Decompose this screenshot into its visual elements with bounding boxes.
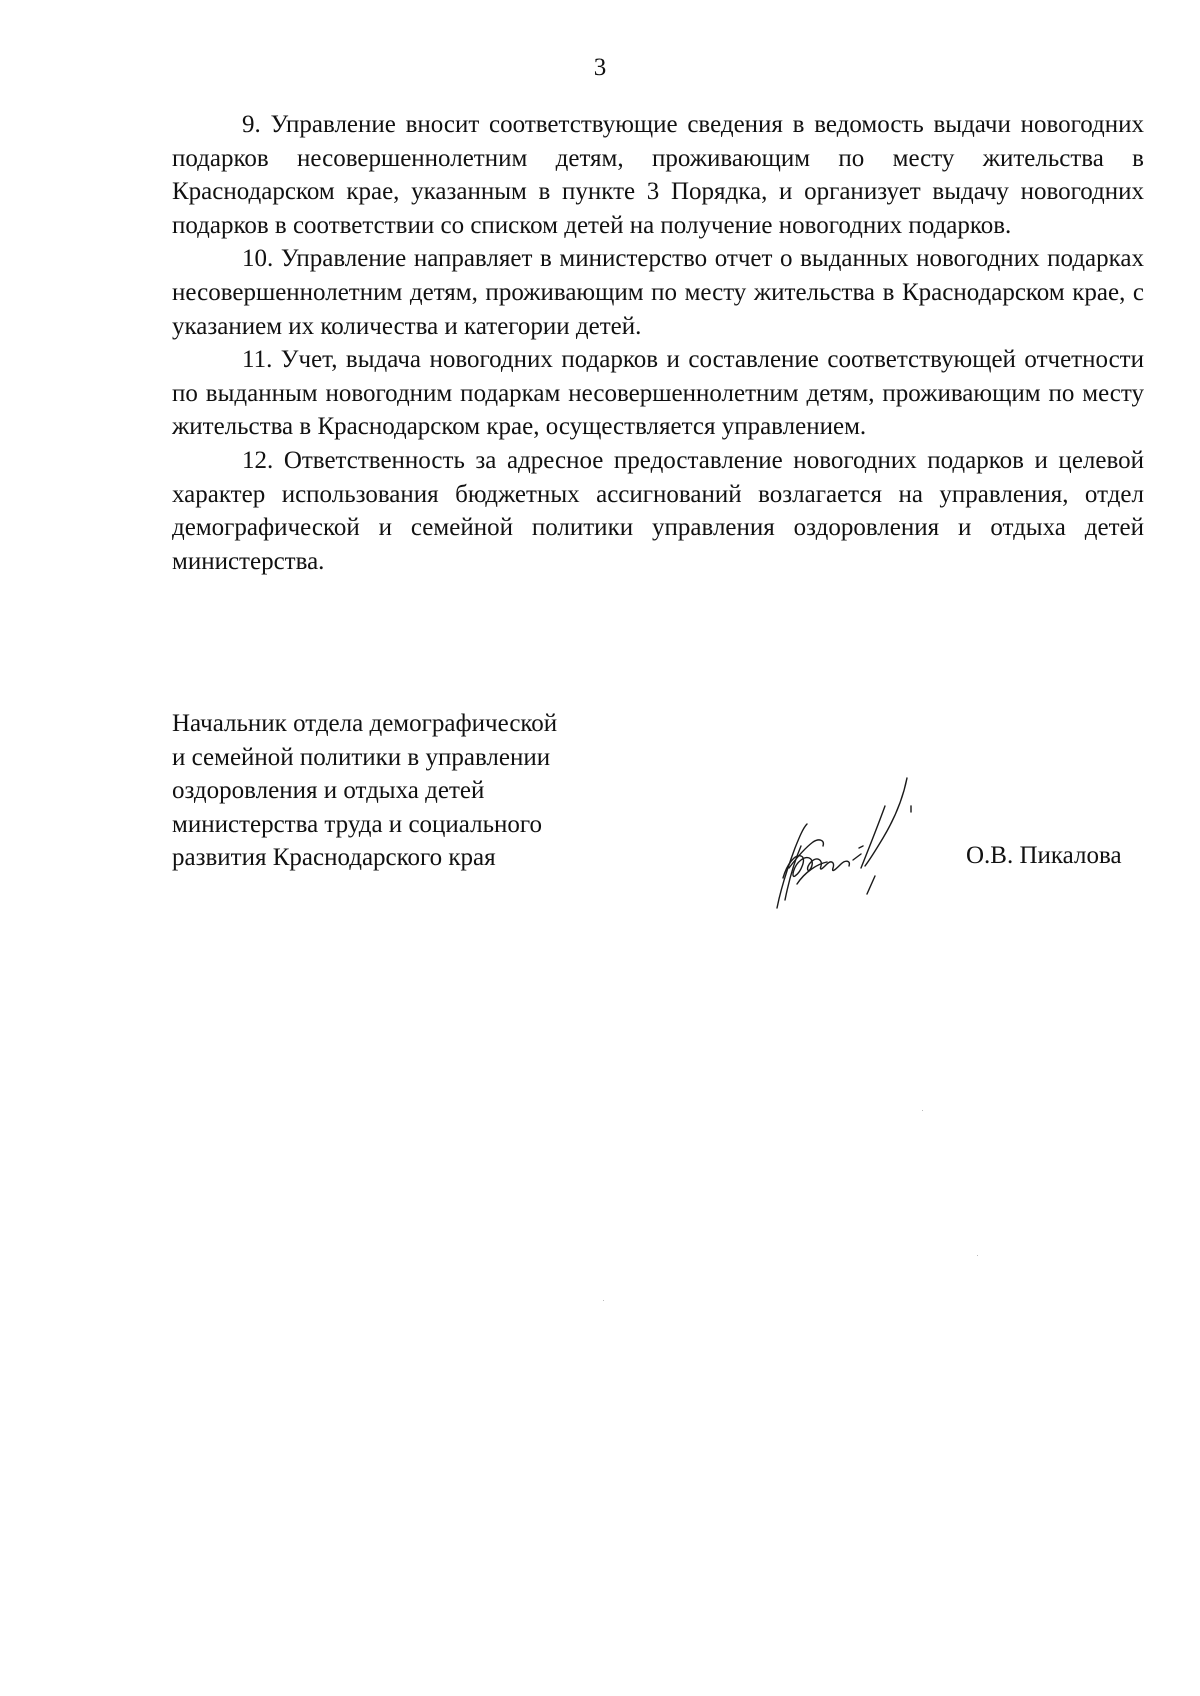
position-line: Начальник отдела демографической [172, 710, 558, 737]
handwritten-signature-icon [765, 768, 925, 918]
signer-position [172, 707, 692, 875]
scan-speck [977, 1255, 978, 1256]
signer-name: О.В. Пикалова [966, 842, 1122, 869]
page-number: 3 [593, 54, 607, 81]
signature-stroke [853, 854, 861, 860]
paragraph-12: 12. Ответственность за адресное предоставление новогодних подарков и целевой характер использования бюджетных ассигнований возлагается на управления, отдел демографической и семейной политики управления оздоровления и отдыха детей министерства. [172, 446, 1144, 575]
position-line: министерства труда и социального [172, 810, 542, 838]
signature-stroke [861, 806, 885, 868]
paragraph-11: 11. Учет, выдача новогодних подарков и составление соответствующей отчетности по выданным новогодним подаркам несовершеннолетним детям, проживающим по месту жительства в Краснодарском крае, осуществляется управлением. [172, 346, 1144, 441]
position-line: оздоровления и отдыха детей [172, 777, 485, 805]
paragraph-9: 9. Управление вносит соответствующие сведения в ведомость выдачи новогодних подарков несовершеннолетним детям, проживающим по месту жительства в Краснодарском крае, указанным в пункте 3 Порядка, и организует выдачу новогодних подарков в соответствии со списком детей на получение новогодних подарков. [172, 111, 1144, 239]
document-body [172, 108, 1144, 578]
scan-speck [922, 1110, 923, 1111]
paragraph-10: 10. Управление направляет в министерство отчет о выданных новогодних подарках несовершеннолетним детям, проживающим по месту жительства в Краснодарском крае, с указанием их количества и категории детей. [172, 245, 1144, 340]
signature-stroke [865, 778, 907, 866]
scan-speck [603, 1300, 604, 1301]
position-line: развития Краснодарского края [172, 844, 496, 872]
signature-stroke [859, 846, 863, 848]
position-line: и семейной политики в управлении [172, 743, 551, 771]
signature-stroke [867, 876, 875, 894]
